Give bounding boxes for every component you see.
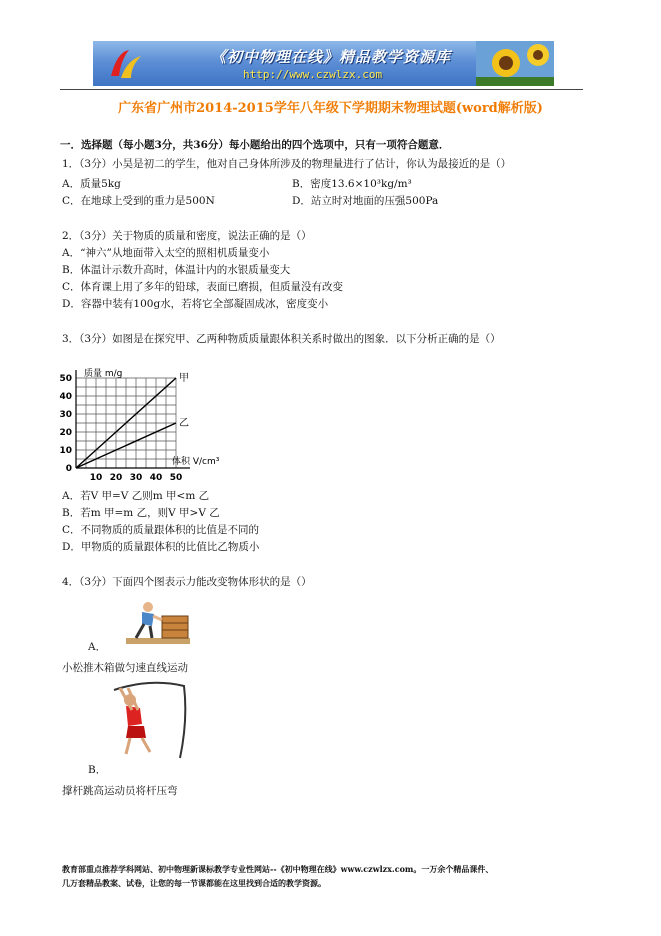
- question-3-option-a: A．若V 甲=V 乙则m 甲<m 乙: [62, 490, 210, 502]
- question-4-stem: 4．（3分）下面四个图表示力能改变物体形状的是（）: [62, 576, 312, 588]
- footer: [62, 862, 602, 890]
- question-2-option-b: B．体温计示数升高时，体温计内的水银质量变大: [62, 264, 291, 276]
- question-4-option-a: A．: [88, 641, 107, 653]
- footer-line-2: 几万套精品教案、试卷，让您的每一节课都能在这里找到合适的教学资源。: [62, 878, 326, 888]
- push-box-illustration-icon: [126, 598, 190, 644]
- question-2-stem: 2．（3分）关于物质的质量和密度，说法正确的是（）: [62, 230, 312, 242]
- header-banner: [93, 41, 554, 86]
- y-tick-label: 30: [59, 410, 72, 420]
- question-4-option-b: B．: [88, 764, 107, 776]
- x-axis-label: 体积 V/cm³: [172, 457, 220, 467]
- y-tick-label: 10: [59, 446, 72, 456]
- banner-url[interactable]: http://www.czwlzx.com: [243, 68, 383, 81]
- banner-title: 《初中物理在线》精品教学资源库: [211, 48, 452, 66]
- question-2-option-a: A．“神六”从地面带入太空的照相机质量变小: [62, 247, 270, 259]
- header-divider: [60, 89, 583, 90]
- series-label-1: 甲: [179, 373, 189, 384]
- section-heading: 一．选择题（每小题3分，共36分）每小题给出的四个选项中，只有一项符合题意．: [60, 139, 450, 151]
- question-3-stem: 3．（3分）如图是在探究甲、乙两种物质质量跟体积关系时做出的图象．以下分析正确的是（）: [62, 333, 501, 345]
- question-1-option-c: C．在地球上受到的重力是500N: [62, 195, 215, 207]
- x-tick-label: 30: [129, 473, 143, 483]
- y-tick-label: 20: [59, 428, 72, 438]
- x-tick-label: 20: [109, 473, 123, 483]
- mass-volume-chart: [58, 356, 228, 486]
- y-tick-label: 0: [65, 464, 72, 474]
- footer-line-1: 教育部重点推荐学科网站、初中物理新课标教学专业性网站--《初中物理在线》www.czwlzx.com。一万余个精品课件、: [62, 864, 494, 874]
- pole-vault-illustration-icon: [110, 680, 190, 760]
- question-2-option-d: D．容器中装有100g水，若将它全部凝固成冰，密度变小: [62, 298, 329, 310]
- x-tick-label: 10: [89, 473, 103, 483]
- question-1-stem: 1．（3分）小昊是初二的学生，他对自己身体所涉及的物理量进行了估计，你认为最接近的是（）: [62, 158, 512, 170]
- question-3-option-b: B．若m 甲=m 乙，则V 甲>V 乙: [62, 507, 220, 519]
- series-label-2: 乙: [179, 418, 189, 429]
- x-tick-label: 40: [149, 473, 163, 483]
- y-tick-label: 50: [59, 374, 72, 384]
- y-tick-label: 40: [59, 392, 72, 402]
- question-3-option-d: D．甲物质的质量跟体积的比值比乙物质小: [62, 541, 260, 553]
- question-3-option-c: C．不同物质的质量跟体积的比值是不同的: [62, 524, 260, 536]
- question-2-option-c: C．体育课上用了多年的铅球，表面已磨损，但质量没有改变: [62, 281, 344, 293]
- question-1-option-a: A．质量5kg: [62, 178, 121, 190]
- question-1-option-b: B．密度13.6×10³kg/m³: [292, 178, 412, 190]
- question-4-option-a-caption: 小松推木箱做匀速直线运动: [62, 662, 188, 674]
- x-tick-label: 50: [169, 473, 183, 483]
- y-axis-label: 质量 m/g: [84, 369, 123, 379]
- page-title: 广东省广州市2014-2015学年八年级下学期期末物理试题(word解析版): [118, 101, 543, 116]
- question-1-option-d: D．站立时对地面的压强500Pa: [292, 195, 439, 207]
- site-logo-icon: [107, 46, 145, 82]
- sunflower-icon: [476, 41, 554, 86]
- question-4-option-b-caption: 撑杆跳高运动员将杆压弯: [62, 785, 178, 797]
